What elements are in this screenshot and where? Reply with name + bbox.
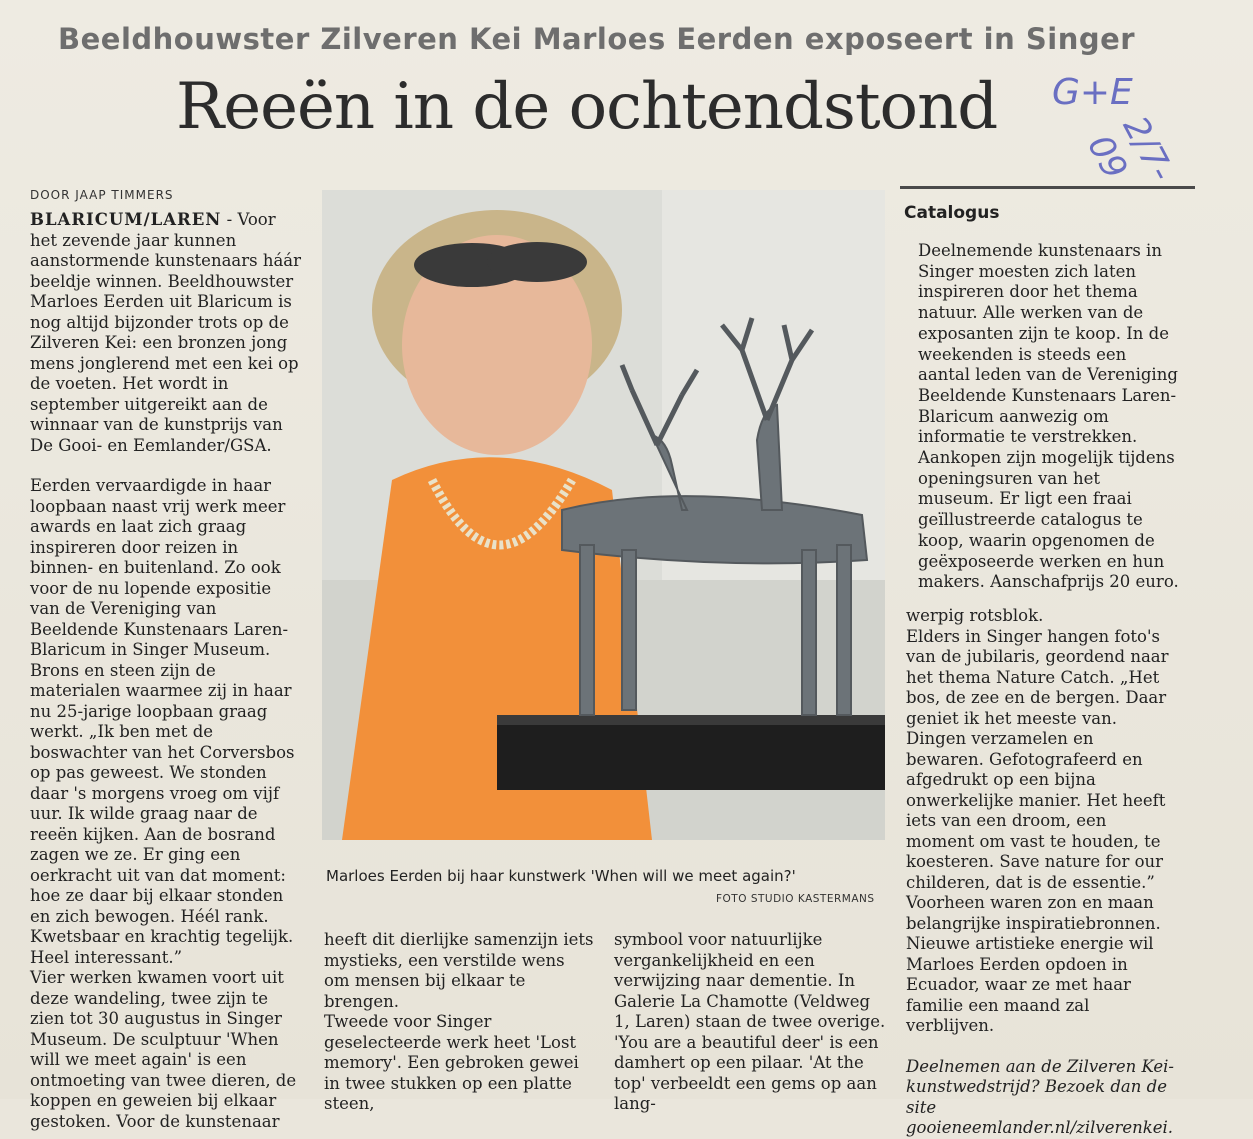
article-headline: Reeën in de ochtendstond xyxy=(176,70,998,144)
article-column-2 xyxy=(324,930,594,1115)
byline: DOOR JAAP TIMMERS xyxy=(30,188,174,202)
paragraph: werpig rotsblok. xyxy=(906,606,1044,625)
article-column-3 xyxy=(614,930,886,1115)
article-column-1 xyxy=(30,210,302,1132)
sidebar-body: Deelnemende kunstenaars in Singer moesten zich laten inspireren door het thema natuur. Alle werken van de exposanten zijn te koop. In de weekenden is steeds een aantal leden van de Vereniging Beeldende Kunstenaars Laren-Blaricum aanwezig om informatie te verstrekken. Aankopen zijn mogelijk tijdens openingsuren van het museum. Er ligt een fraai geïllustreerde catalogus te koop, waarin opgenomen de geëxposeerde werken en hun makers. Aanschafprijs 20 euro. xyxy=(918,241,1179,592)
paragraph: Vier werken kwamen voort uit deze wandeling, twee zijn te zien tot 30 augustus in Singer Museum. De sculptuur 'When will we meet again' is een ontmoeting van twee dieren, de koppen en geweien bij elkaar gestoken. Voor de kunstenaar xyxy=(30,968,297,1131)
sidebar-title: Catalogus xyxy=(904,203,1000,223)
paragraph: symbool voor natuurlijke vergankelijkheid en een verwijzing naar dementie. In Galerie La Chamotte (Veldweg 1, Laren) staan de twee overige. 'You are a beautiful deer' is een damhert op een pilaar. 'At the top' verbeeldt een gems op aan lang- xyxy=(614,930,886,1113)
sidebar-box xyxy=(900,186,1195,592)
handwritten-tag: G+E xyxy=(1052,72,1133,113)
paragraph: heeft dit dierlijke samenzijn iets mystieks, een verstilde wens om mensen bij elkaar te brengen. xyxy=(324,930,594,1011)
paragraph: Tweede voor Singer geselecteerde werk heet 'Lost memory'. Een gebroken gewei in twee stukken op een platte steen, xyxy=(324,1012,579,1113)
article-column-4 xyxy=(906,606,1174,1139)
article-photo xyxy=(322,190,885,840)
photo-caption: Marloes Eerden bij haar kunstwerk 'When will we meet again?' xyxy=(326,867,796,885)
article-kicker: Beeldhouwster Zilveren Kei Marloes Eerden exposeert in Singer xyxy=(58,22,1136,56)
paragraph: - Voor het zevende jaar kunnen aanstormende kunstenaars háár beeldje winnen. Beeldhouwster Marloes Eerden uit Blaricum is nog altijd bijzonder trots op de Zilveren Kei: een bronzen jong mens jonglerend met een kei op de voeten. Het wordt in september uitgereikt aan de winnaar van de kunstprijs van De Gooi- en Eemlander/GSA. xyxy=(30,210,302,455)
photo-credit: FOTO STUDIO KASTERMANS xyxy=(716,893,875,905)
footer-note: Deelnemen aan de Zilveren Kei-kunstwedstrijd? Bezoek dan de site gooieneemlander.nl/zilverenkei. xyxy=(906,1056,1174,1137)
dateline: BLARICUM/LAREN xyxy=(30,210,222,229)
photo-illustration xyxy=(322,190,885,840)
paragraph: Eerden vervaardigde in haar loopbaan naast vrij werk meer awards en laat zich graag inspireren door reizen in binnen- en buitenland. Zo ook voor de nu lopende expositie van de Vereniging van Beeldende Kunstenaars Laren-Blaricum in Singer Museum. xyxy=(30,476,289,659)
paragraph: Brons en steen zijn de materialen waarmee zij in haar nu 25-jarige loopbaan graag werkt. „Ik ben met de boswachter van het Corversbos op pas geweest. We stonden daar 's morgens vroeg om vijf uur. Ik wilde graag naar de reeën kijken. Aan de bosrand zagen we ze. Er ging een oerkracht uit van dat moment: hoe ze daar bij elkaar stonden en zich bewogen. Héél rank. Kwetsbaar en krachtig tegelijk. Heel interessant.” xyxy=(30,660,295,967)
paragraph: Elders in Singer hangen foto's van de jubilaris, geordend naar het thema Nature Catch. „Het bos, de zee en de bergen. Daar geniet ik het meeste van. Dingen verzamelen en bewaren. Gefotografeerd en afgedrukt op een bijna onwerkelijke manier. Het heeft iets van een droom, een moment om vast te houden, te koesteren. Save nature for our childeren, dat is de essentie.” Voorheen waren zon en maan belangrijke inspiratiebronnen. Nieuwe artistieke energie wil Marloes Eerden opdoen in Ecuador, waar ze met haar familie een maand zal verblijven. xyxy=(906,626,1169,1035)
handwritten-date: 2/7-09 xyxy=(1079,110,1182,188)
